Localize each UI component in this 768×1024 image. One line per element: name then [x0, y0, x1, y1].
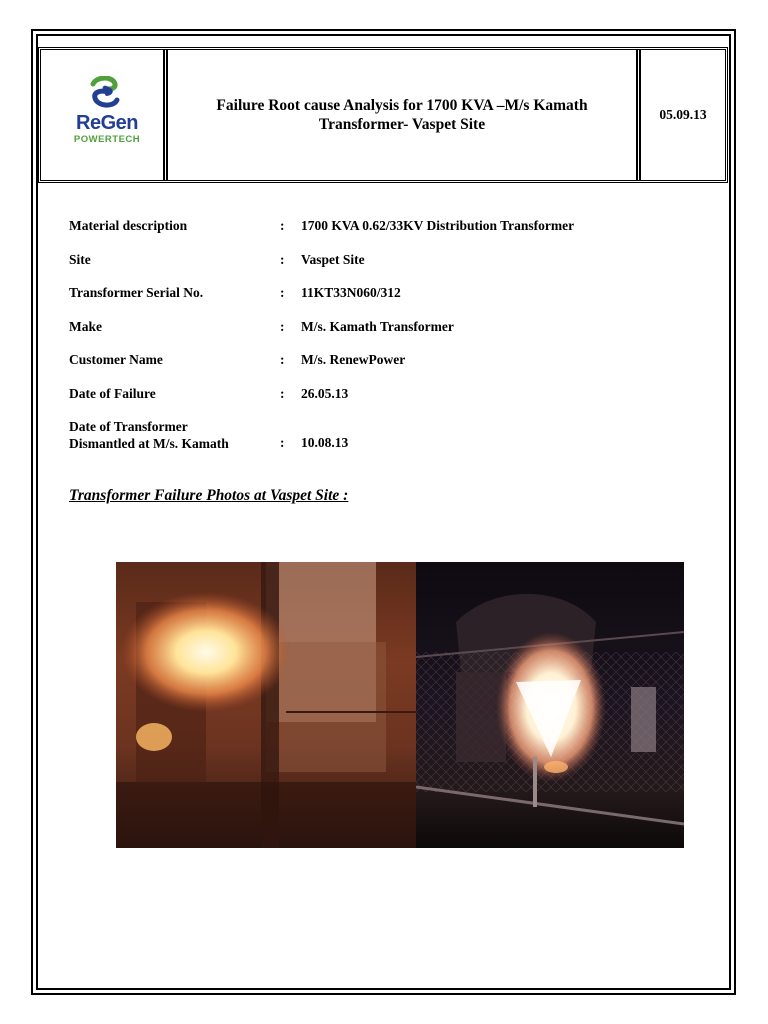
detail-row-serial [69, 283, 689, 317]
report-title: Failure Root cause Analysis for 1700 KVA –M/s Kamath Transformer- Vaspet Site [216, 97, 588, 133]
detail-value: 10.08.13 [301, 435, 349, 450]
title-cell [168, 50, 641, 180]
detail-separator: : [280, 435, 285, 450]
logo-cell [41, 50, 168, 180]
photos-section-title: Transformer Failure Photos at Vaspet Site : [69, 487, 349, 504]
detail-label: Material description [69, 218, 188, 233]
regen-powertech-logo [61, 76, 151, 146]
detail-label [69, 418, 229, 452]
detail-value: 26.05.13 [301, 385, 349, 401]
detail-separator: : [280, 385, 285, 401]
detail-value: 11KT33N060/312 [301, 285, 401, 300]
report-date: 05.09.13 [659, 107, 707, 122]
logo-tagline: POWERTECH [73, 134, 141, 145]
logo-swirl-icon [83, 76, 129, 110]
detail-row-site [69, 250, 689, 284]
detail-value: M/s. RenewPower [301, 352, 406, 367]
detail-separator: : [280, 251, 285, 267]
failure-photo-2 [416, 562, 684, 848]
failure-photo-1 [116, 562, 416, 848]
detail-row-failure-date [69, 384, 689, 418]
detail-separator: : [280, 318, 285, 334]
logo-wordmark: ReGen [76, 112, 138, 134]
detail-row-customer [69, 350, 689, 384]
detail-label: Date of Failure [69, 385, 156, 401]
detail-separator: : [280, 285, 285, 300]
detail-separator: : [280, 218, 285, 233]
detail-separator: : [280, 352, 285, 367]
detail-value: Vaspet Site [301, 251, 365, 267]
detail-label-line1: Date of Transformer [69, 419, 188, 434]
detail-label: Customer Name [69, 352, 163, 367]
detail-row-material [69, 216, 689, 250]
detail-row-make [69, 317, 689, 351]
detail-value: M/s. Kamath Transformer [301, 318, 454, 334]
detail-label: Transformer Serial No. [69, 285, 204, 300]
detail-value: 1700 KVA 0.62/33KV Distribution Transformer [301, 218, 575, 233]
detail-label: Site [69, 251, 91, 267]
detail-label-line2: Dismantled at M/s. Kamath [69, 436, 229, 451]
detail-row-dismantled-date [69, 417, 689, 457]
detail-label: Make [69, 318, 102, 334]
date-cell [641, 50, 725, 180]
report-header [38, 47, 728, 183]
transformer-details [69, 216, 689, 457]
